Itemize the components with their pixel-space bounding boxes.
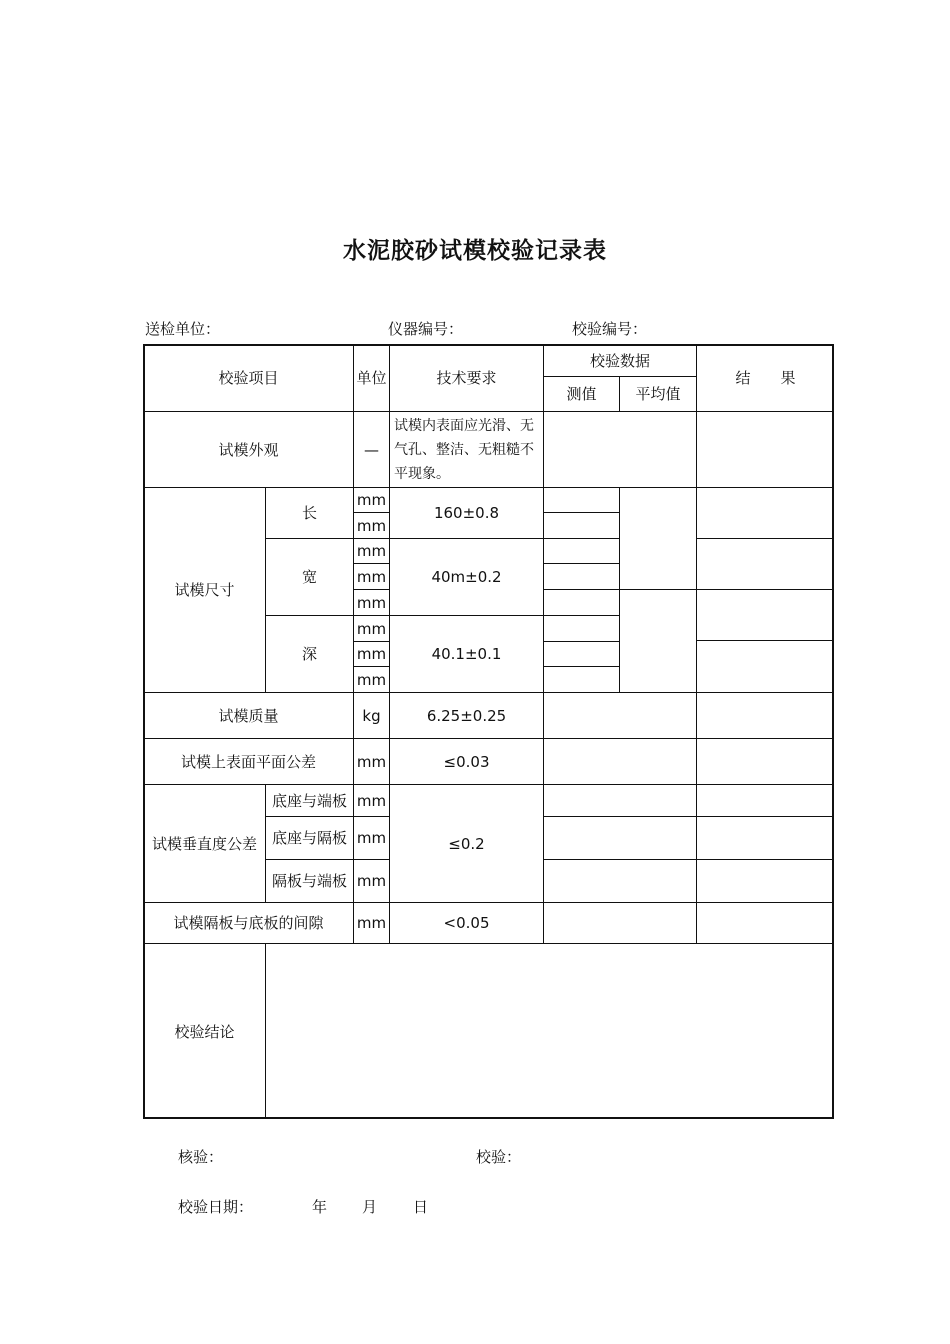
date-year: 年 bbox=[312, 1198, 328, 1216]
appearance-result bbox=[696, 411, 834, 487]
gap-unit: mm bbox=[353, 902, 389, 943]
depth-requirement: 40.1±0.1 bbox=[389, 615, 543, 692]
header-average: 平均值 bbox=[619, 376, 696, 411]
appearance-data bbox=[543, 411, 696, 487]
width-requirement: 40m±0.2 bbox=[389, 538, 543, 615]
perp-row-2-data bbox=[543, 816, 696, 859]
perp-row-2-unit: mm bbox=[353, 816, 389, 859]
mass-result bbox=[696, 692, 834, 738]
record-table bbox=[143, 344, 834, 1119]
perp-row-1-data bbox=[543, 784, 696, 816]
depth-measured-2 bbox=[543, 641, 619, 666]
date-month: 月 bbox=[362, 1198, 378, 1216]
depth-label: 深 bbox=[265, 615, 353, 692]
length-unit-1: mm bbox=[353, 487, 389, 512]
header-data: 校验数据 bbox=[543, 344, 696, 376]
width-measured-2 bbox=[543, 563, 619, 589]
appearance-item: 试模外观 bbox=[143, 411, 353, 487]
instrument-no-label: 仪器编号： bbox=[388, 320, 464, 338]
perp-row-3-unit: mm bbox=[353, 859, 389, 902]
perpendicularity-requirement: ≤0.2 bbox=[389, 784, 543, 902]
width-unit-1: mm bbox=[353, 538, 389, 563]
checker-label: 核验： bbox=[178, 1148, 224, 1166]
mass-data bbox=[543, 692, 696, 738]
dimension-item: 试模尺寸 bbox=[143, 487, 265, 692]
appearance-unit: — bbox=[353, 411, 389, 487]
depth-measured-1 bbox=[543, 615, 619, 641]
width-depth-result bbox=[696, 589, 834, 640]
width-label: 宽 bbox=[265, 538, 353, 615]
gap-item: 试模隔板与底板的间隙 bbox=[143, 902, 353, 943]
appearance-requirement: 试模内表面应光滑、无气孔、整洁、无粗糙不平现象。 bbox=[389, 411, 543, 487]
calibration-no-label: 校验编号： bbox=[572, 320, 648, 338]
calibrator-label: 校验： bbox=[476, 1148, 522, 1166]
perp-row-3-label: 隔板与端板 bbox=[265, 859, 353, 902]
conclusion-item: 校验结论 bbox=[143, 943, 265, 1119]
client-label: 送检单位： bbox=[145, 320, 221, 338]
depth-unit-3: mm bbox=[353, 666, 389, 692]
gap-result bbox=[696, 902, 834, 943]
width-measured-1 bbox=[543, 538, 619, 563]
perp-row-1-label: 底座与端板 bbox=[265, 784, 353, 816]
length-unit-2: mm bbox=[353, 512, 389, 538]
length-measured-1 bbox=[543, 487, 619, 512]
flatness-result bbox=[696, 738, 834, 784]
depth-unit-2: mm bbox=[353, 641, 389, 666]
length-average bbox=[619, 487, 696, 589]
width-unit-3: mm bbox=[353, 589, 389, 615]
flatness-item: 试模上表面平面公差 bbox=[143, 738, 353, 784]
perp-row-2-label: 底座与隔板 bbox=[265, 816, 353, 859]
header-item: 校验项目 bbox=[143, 344, 353, 411]
length-measured-2 bbox=[543, 512, 619, 538]
depth-result bbox=[696, 640, 834, 692]
mass-unit: kg bbox=[353, 692, 389, 738]
conclusion-content bbox=[265, 943, 834, 1119]
gap-requirement: <0.05 bbox=[389, 902, 543, 943]
date-day: 日 bbox=[413, 1198, 429, 1216]
length-requirement: 160±0.8 bbox=[389, 487, 543, 538]
mass-requirement: 6.25±0.25 bbox=[389, 692, 543, 738]
flatness-requirement: ≤0.03 bbox=[389, 738, 543, 784]
perp-row-3-data bbox=[543, 859, 696, 902]
mass-item: 试模质量 bbox=[143, 692, 353, 738]
perp-row-2-result bbox=[696, 816, 834, 859]
width-unit-2: mm bbox=[353, 563, 389, 589]
depth-measured-3 bbox=[543, 666, 619, 692]
length-label: 长 bbox=[265, 487, 353, 538]
gap-data bbox=[543, 902, 696, 943]
header-requirement: 技术要求 bbox=[389, 344, 543, 411]
perp-row-1-unit: mm bbox=[353, 784, 389, 816]
perp-row-3-result bbox=[696, 859, 834, 902]
depth-unit-1: mm bbox=[353, 615, 389, 641]
width-depth-average bbox=[619, 589, 696, 692]
perp-row-1-result bbox=[696, 784, 834, 816]
header-unit: 单位 bbox=[353, 344, 389, 411]
header-result: 结 果 bbox=[696, 344, 834, 411]
flatness-data bbox=[543, 738, 696, 784]
width-result bbox=[696, 538, 834, 589]
header-measured: 测值 bbox=[543, 376, 619, 411]
length-result bbox=[696, 487, 834, 538]
width-measured-3 bbox=[543, 589, 619, 615]
date-label: 校验日期： bbox=[178, 1198, 254, 1216]
perpendicularity-item: 试模垂直度公差 bbox=[143, 784, 265, 902]
flatness-unit: mm bbox=[353, 738, 389, 784]
page-title: 水泥胶砂试模校验记录表 bbox=[343, 237, 607, 264]
